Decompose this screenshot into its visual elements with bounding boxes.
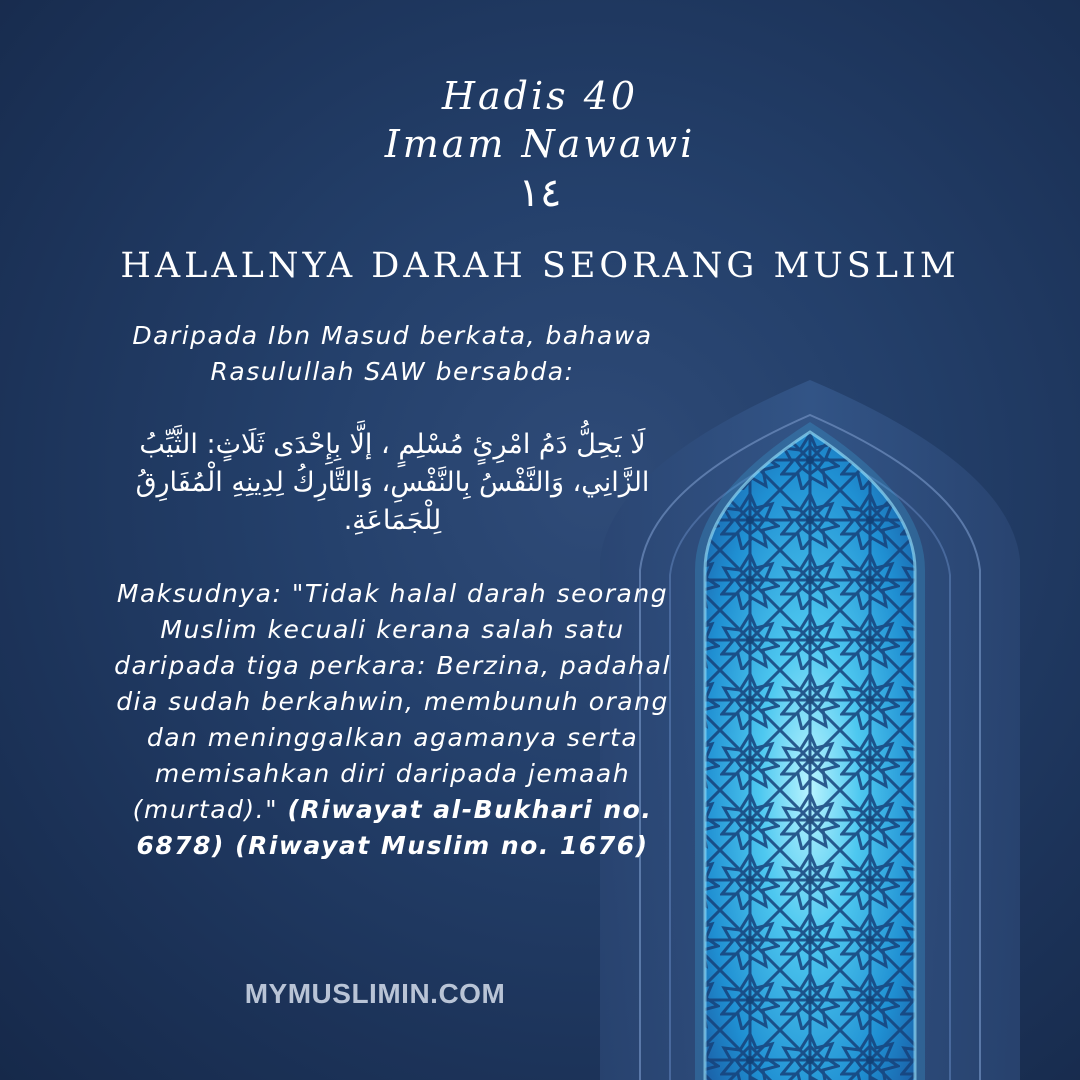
meaning-text bbox=[100, 576, 685, 864]
meaning-body: Maksudnya: "Tidak halal darah seorang Muslim kecuali kerana salah satu daripada tiga perkara: Berzina, padahal dia sudah berkahwin, membunuh orang dan meninggalkan agamanya serta memisahkan diri daripada jemaah (murtad)." bbox=[114, 579, 671, 824]
site-url: MYMUSLIMIN.COM bbox=[244, 978, 506, 1009]
title-line-1: Hadis 40 bbox=[441, 74, 639, 118]
reference-text: (Riwayat al-Bukhari no. 6878) (Riwayat Muslim no. 1676) bbox=[136, 795, 653, 860]
title-block bbox=[0, 72, 1080, 216]
hadith-body bbox=[100, 318, 685, 864]
title-line-2: Imam Nawawi bbox=[384, 122, 696, 166]
hadith-number: ١٤ bbox=[518, 170, 562, 216]
hadith-heading: HALALNYA DARAH SEORANG MUSLIM bbox=[120, 246, 960, 286]
intro-text: Daripada Ibn Masud berkata, bahawa Rasulullah SAW bersabda: bbox=[132, 321, 653, 386]
arabic-text: لَا يَحِلُّ دَمُ امْرِئٍ مُسْلِمٍ ، إلَّا بِإِحْدَى ثَلَاثٍ: الثَّيِّبُ الزَّانِي، وَالنَّفْسُ بِالنَّفْسِ، وَالتَّارِكُ لِدِينِهِ الْمُفَارِقُ لِلْجَمَاعَةِ. bbox=[135, 429, 650, 536]
